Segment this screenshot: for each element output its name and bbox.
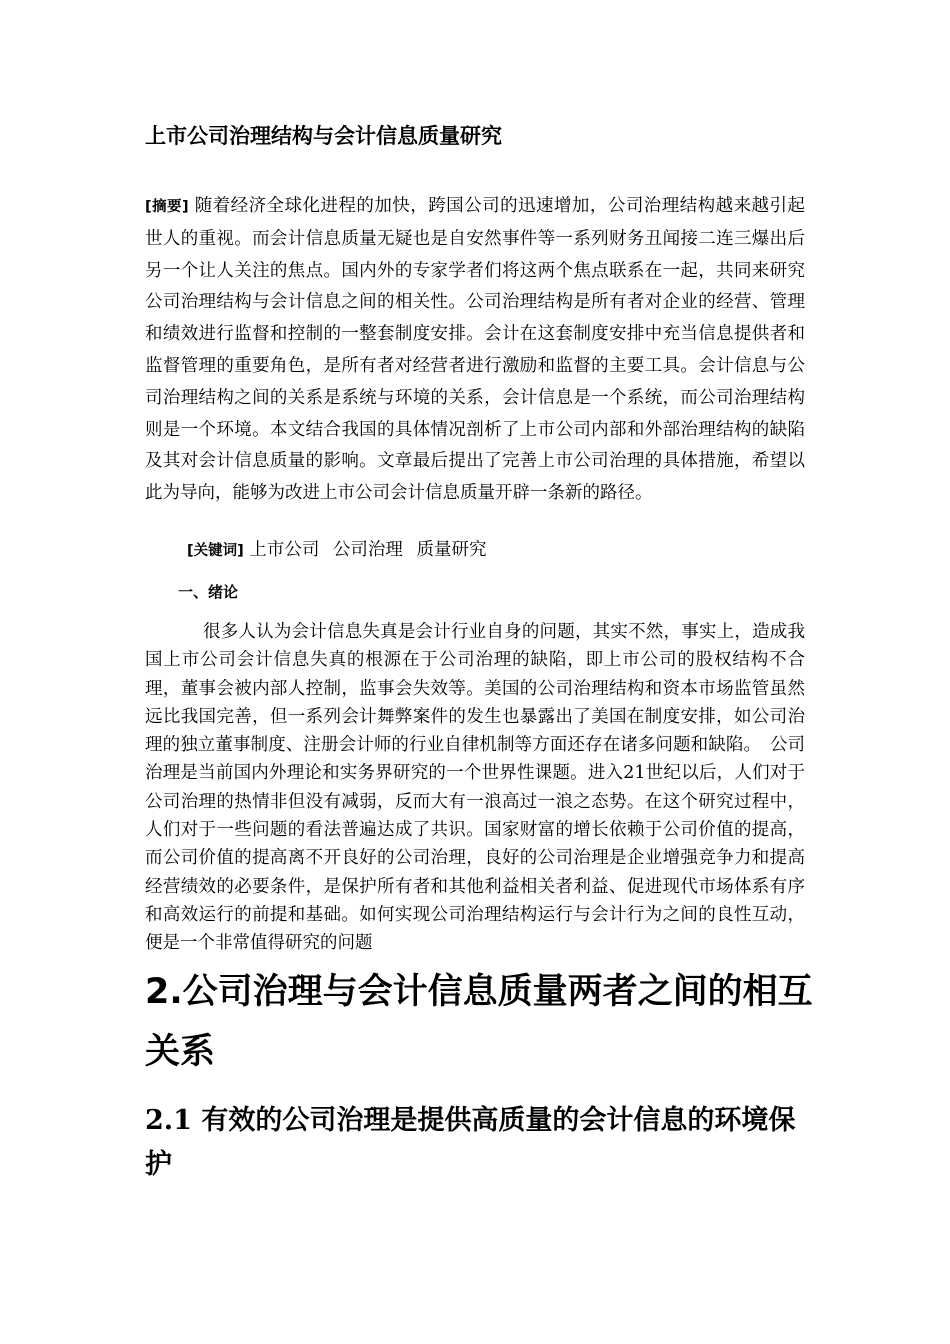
section-heading-introduction: 一、绪论 bbox=[178, 583, 239, 601]
abstract-paragraph bbox=[145, 191, 805, 510]
introduction-paragraph: 很多人认为会计信息失真是会计行业自身的问题，其实不然，事实上，造成我国上市公司会计信息失真的根源在于公司治理的缺陷，即上市公司的股权结构不合理，董事会被内部人控制，监事会失效等。美国的公司治理结构和资本市场监管虽然远比我国完善，但一系列会计舞弊案件的发生也暴露出了美国在制度安排，如公司治理的独立董事制度、注册会计师的行业自律机制等方面还存在诸多问题和缺陷。 公司治理是当前国内外理论和实务界研究的一个世界性课题。进入21世纪以后，人们对于公司治理的热情非但没有减弱，反而大有一浪高过一浪之态势。在这个研究过程中，人们对于一些问题的看法普遍达成了共识。国家财富的增长依赖于公司价值的提高，而公司价值的提高离不开良好的公司治理，良好的公司治理是企业增强竞争力和提高经营绩效的必要条件，是保护所有者和其他利益相关者利益、促进现代市场体系有序和高效运行的前提和基础。如何实现公司治理结构运行与会计行为之间的良性互动，便是一个非常值得研究的问题 bbox=[145, 622, 805, 954]
abstract-text: 随着经济全球化进程的加快，跨国公司的迅速增加，公司治理结构越来越引起世人的重视。而会计信息质量无疑也是自安然事件等一系列财务丑闻接二连三爆出后另一个让人关注的焦点。国内外的专家学者们将这两个焦点联系在一起，共同来研究公司治理结构与会计信息之间的相关性。公司治理结构是所有者对企业的经营、管理和绩效进行监督和控制的一整套制度安排。会计在这套制度安排中充当信息提供者和监督管理的重要角色，是所有者对经营者进行激励和监督的主要工具。会计信息与公司治理结构之间的关系是系统与环境的关系，会计信息是一个系统，而公司治理结构则是一个环境。本文结合我国的具体情况剖析了上市公司内部和外部治理结构的缺陷及其对会计信息质量的影响。文章最后提出了完善上市公司治理的具体措施，希望以此为导向，能够为改进上市公司会计信息质量开辟一条新的路径。 bbox=[145, 196, 805, 504]
keywords-label: [关键词] bbox=[187, 543, 244, 559]
keywords-line bbox=[187, 536, 495, 565]
subsection-heading-2-1: 2.1 有效的公司治理是提供高质量的会计信息的环境保护 bbox=[145, 1105, 796, 1180]
document-title: 上市公司治理结构与会计信息质量研究 bbox=[145, 123, 502, 148]
section-heading-2: 2.公司治理与会计信息质量两者之间的相互关系 bbox=[145, 972, 813, 1072]
abstract-label: [摘要] bbox=[145, 199, 189, 215]
keyword-item: 上市公司 bbox=[249, 540, 320, 560]
keyword-item: 质量研究 bbox=[416, 540, 487, 560]
keyword-item: 公司治理 bbox=[332, 540, 403, 560]
